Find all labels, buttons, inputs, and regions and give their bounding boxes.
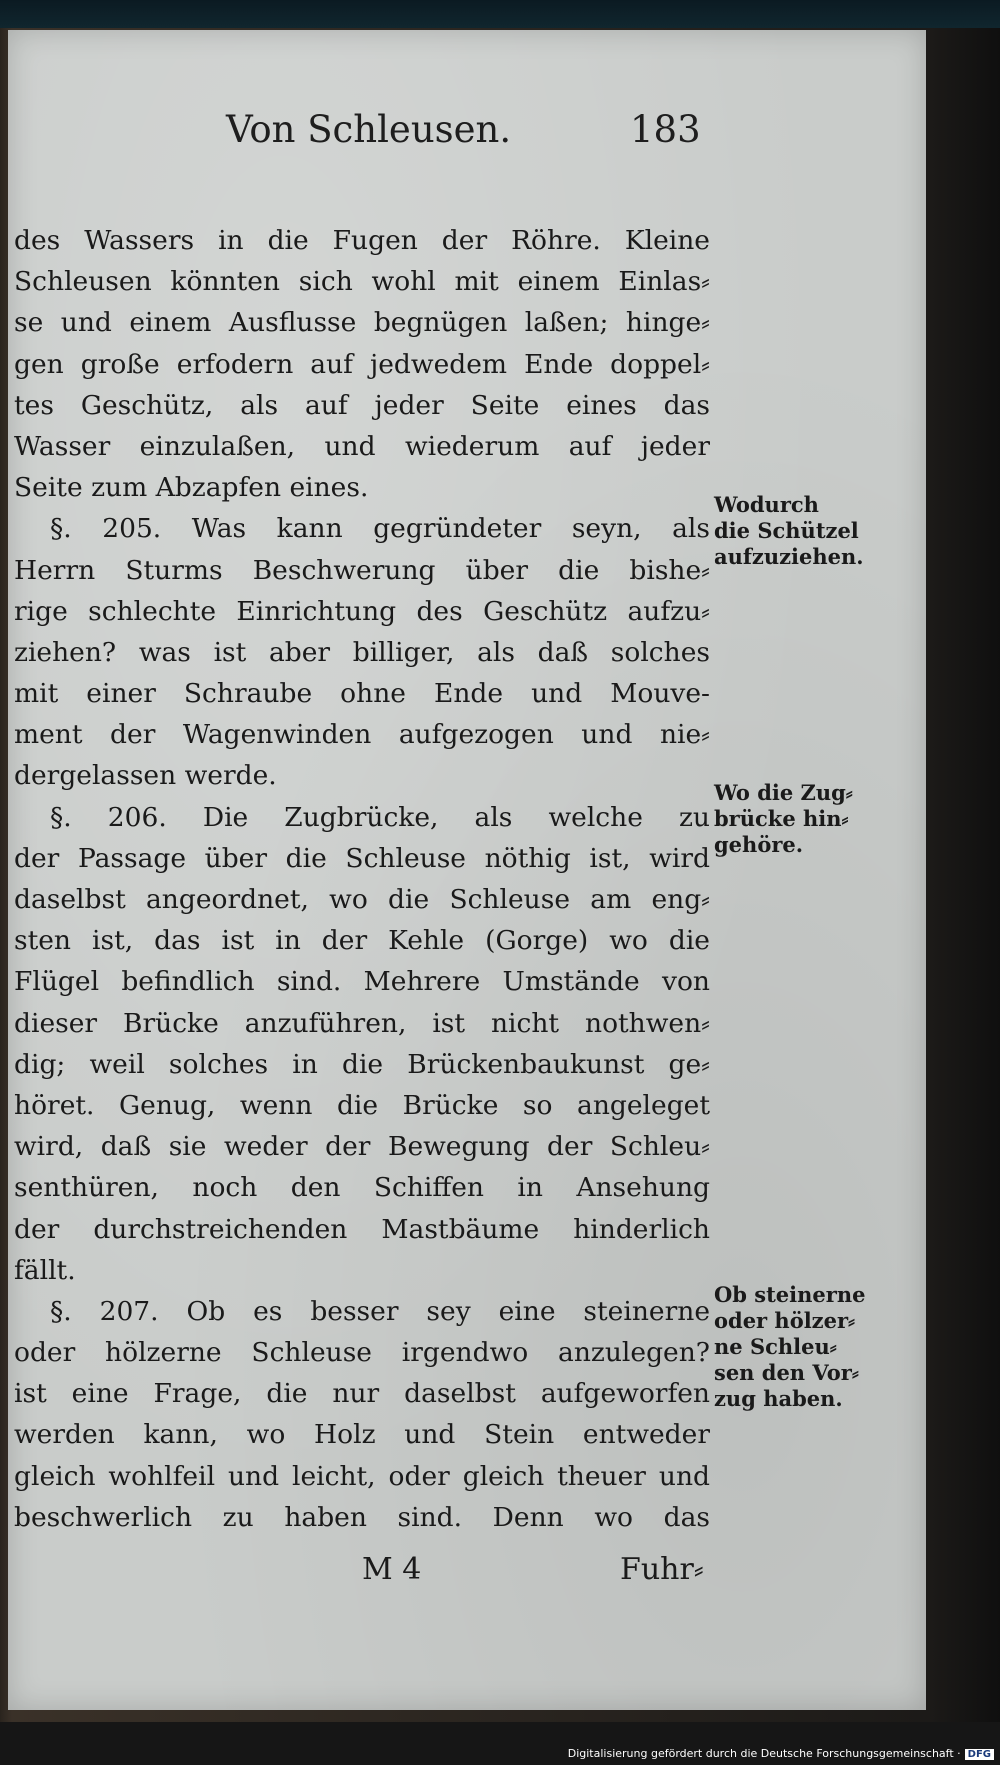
text-line: tes Geschütz, als auf jeder Seite eines das	[14, 389, 710, 421]
text-line: höret. Genug, wenn die Brücke so angeleget	[14, 1089, 710, 1121]
digitization-credit	[568, 1747, 994, 1760]
running-head: Von Schleusen.	[226, 108, 512, 151]
note-line: oder hölzer⸗	[714, 1308, 856, 1333]
note-line: sen den Vor⸗	[714, 1360, 859, 1385]
text-line: rige schlechte Einrichtung des Geschütz aufzu⸗	[14, 595, 710, 627]
note-line: Wo die Zug⸗	[714, 780, 853, 805]
text-line: gen große erfodern auf jedwedem Ende doppel⸗	[14, 348, 710, 380]
text-line: Schleusen könnten sich wohl mit einem Einlas⸗	[14, 266, 710, 298]
note-line: Ob steinerne	[714, 1282, 866, 1307]
marginal-note-205	[714, 492, 874, 570]
note-line: Wodurch	[714, 492, 819, 517]
text-line: dig; weil solches in die Brückenbaukunst ge⸗	[14, 1048, 710, 1080]
text-line: ziehen? was ist aber billiger, als daß solches	[14, 636, 710, 668]
book-page	[8, 30, 926, 1710]
text-line: ment der Wagenwinden aufgezogen und nie⸗	[14, 719, 710, 751]
text-line: dieser Brücke anzuführen, ist nicht nothwen⸗	[14, 1007, 710, 1039]
text-line: dergelassen werde.	[14, 760, 277, 792]
scan-top-edge	[0, 0, 1000, 28]
note-line: gehöre.	[714, 832, 804, 857]
note-line: aufzuziehen.	[714, 544, 864, 569]
text-line: Flügel befindlich sind. Mehrere Umstände von	[14, 966, 710, 998]
page-number: 183	[630, 108, 701, 151]
credit-text: Digitalisierung gefördert durch die Deutsche Forschungsgemeinschaft ·	[567, 1747, 961, 1760]
note-line: ne Schleu⸗	[714, 1334, 837, 1359]
catchword: Fuhr⸗	[620, 1552, 704, 1587]
note-line: brücke hin⸗	[714, 806, 849, 831]
signature-mark: M 4	[362, 1552, 422, 1587]
marginal-note-206	[714, 780, 874, 858]
page-header	[8, 108, 926, 168]
text-line: oder hölzerne Schleuse irgendwo anzulegen?	[14, 1337, 710, 1369]
text-line: wird, daß sie weder der Bewegung der Schleu⸗	[14, 1131, 710, 1163]
text-line: der durchstreichenden Mastbäume hinderlich	[14, 1213, 710, 1245]
text-line: des Wassers in die Fugen der Röhre. Kleine	[14, 225, 710, 256]
text-line: ist eine Frage, die nur daselbst aufgeworfen	[14, 1378, 710, 1410]
text-line: werden kann, wo Holz und Stein entweder	[14, 1419, 710, 1451]
text-line: mit einer Schraube ohne Ende und Mouve-	[14, 678, 710, 710]
body-text	[14, 220, 710, 1538]
dfg-logo: DFG	[965, 1749, 994, 1760]
text-line: Wasser einzulaßen, und wiederum auf jeder	[14, 430, 710, 462]
text-line: der Passage über die Schleuse nöthig ist, wird	[14, 842, 710, 874]
text-line: daselbst angeordnet, wo die Schleuse am eng⸗	[14, 884, 710, 915]
note-line: die Schützel	[714, 518, 859, 543]
text-line: beschwerlich zu haben sind. Denn wo das	[14, 1501, 710, 1533]
page-footer-catchline	[8, 1552, 926, 1596]
text-line: sten ist, das ist in der Kehle (Gorge) wo die	[14, 925, 710, 957]
paragraph-start-207: §. 207. Ob es besser sey eine steinerne	[50, 1295, 710, 1327]
paragraph-start-206: §. 206. Die Zugbrücke, als welche zu	[50, 801, 710, 833]
marginal-note-207	[714, 1282, 874, 1412]
paragraph-start-205: §. 205. Was kann gegründeter seyn, als	[50, 513, 710, 545]
text-line: se und einem Ausflusse begnügen laßen; hinge⸗	[14, 307, 710, 339]
text-line: senthüren, noch den Schiffen in Ansehung	[14, 1172, 710, 1204]
text-line: fällt.	[14, 1254, 76, 1286]
text-line: Seite zum Abzapfen eines.	[14, 472, 369, 504]
note-line: zug haben.	[714, 1386, 843, 1411]
text-line: gleich wohlfeil und leicht, oder gleich theuer und	[14, 1460, 710, 1492]
text-line: Herrn Sturms Beschwerung über die bishe⸗	[14, 554, 710, 586]
